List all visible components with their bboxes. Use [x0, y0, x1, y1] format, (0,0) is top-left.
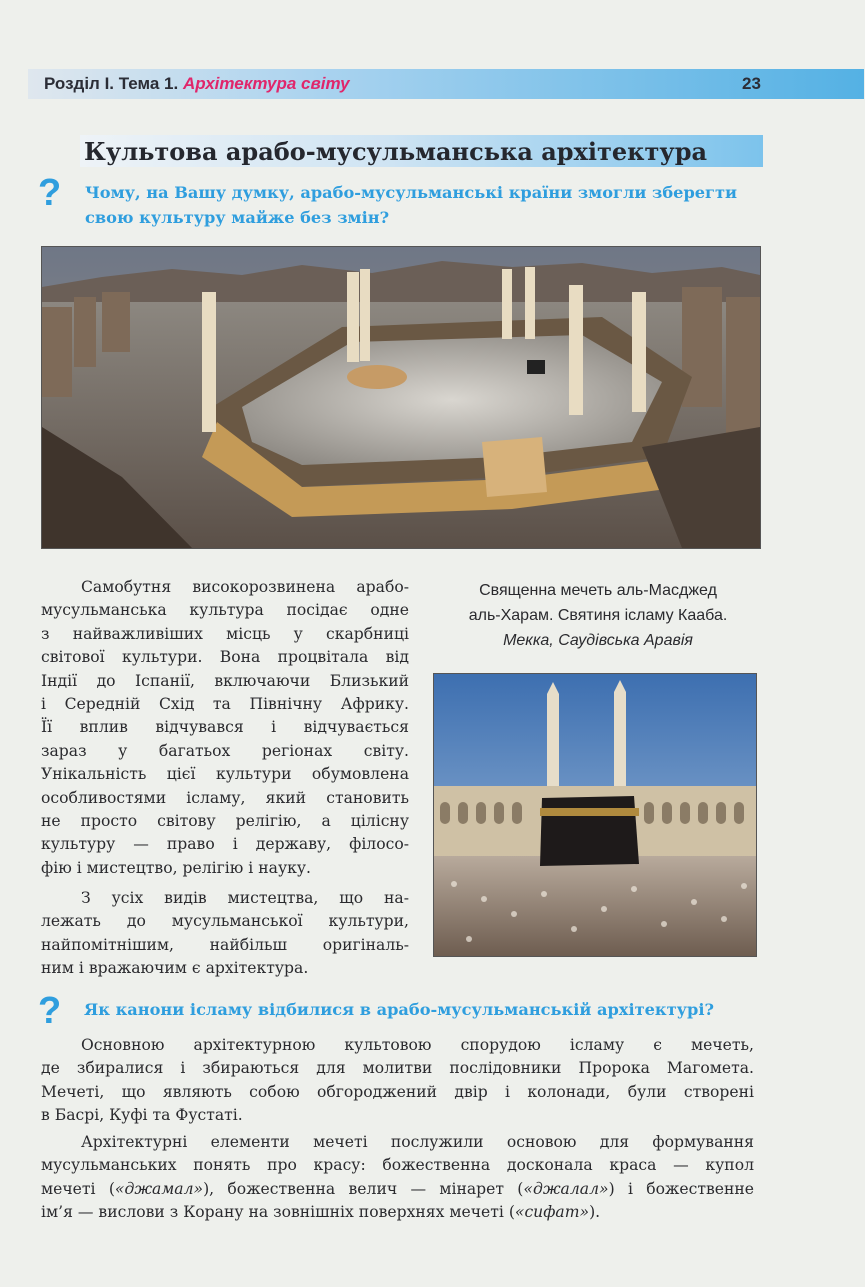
- caption-location: Мекка, Саудівська Аравія: [503, 632, 693, 649]
- masjid-al-haram-illustration: [42, 247, 760, 548]
- term-jamal: «джамал»: [114, 1179, 204, 1198]
- text-line: ним і вражаючим є архітектура.: [41, 959, 309, 978]
- paragraph-2: [41, 887, 409, 981]
- text-line: Основною архітектурною культовою спорудою ісламу є мечеть,: [81, 1036, 754, 1054]
- text-line: в Басрі, Куфі та Фустаті.: [41, 1106, 243, 1125]
- paragraph-1: [41, 576, 409, 880]
- question-1-line: свою культуру майже без змін?: [85, 208, 390, 227]
- paragraph-3: [41, 1034, 754, 1128]
- text-line: мусульманська культура посідає одне: [41, 601, 409, 620]
- text-line: Самобутня високорозвинена арабо-: [81, 578, 409, 596]
- text-line: Індії до Іспанії, включаючи Близький: [41, 671, 409, 690]
- text-line: [41, 1201, 754, 1224]
- photo-caption: [433, 578, 763, 653]
- text-segment: мечеті (: [41, 1179, 115, 1198]
- text-line: і Середній Схід та Північну Африку.: [41, 695, 409, 714]
- text-line: Мечеті, що являють собою обгороджений двір і колонади, були створені: [41, 1082, 754, 1101]
- running-header: [44, 74, 350, 94]
- term-jalal: «джалал»: [523, 1179, 609, 1198]
- text-line: Архітектурні елементи мечеті послужили основою для формування: [81, 1133, 754, 1151]
- question-mark-icon: ?: [38, 990, 62, 1032]
- text-line: лежать до мусульманської культури,: [41, 912, 409, 931]
- text-line: Її вплив відчувався і відчувається: [41, 718, 409, 737]
- text-line: [41, 1178, 754, 1201]
- text-segment: ).: [589, 1203, 601, 1222]
- question-mark-icon: ?: [38, 172, 62, 214]
- text-line: мусульманських понять про красу: божественна досконала краса — купол: [41, 1156, 754, 1175]
- caption-line: аль-Харам. Святиня ісламу Кааба.: [468, 607, 728, 624]
- text-line: не просто світову релігію, а цілісну: [41, 812, 409, 831]
- text-segment: ), божественна велич — мінарет (: [203, 1179, 524, 1198]
- text-line: зараз у багатьох регіонах світу.: [41, 741, 409, 760]
- text-line: З усіх видів мистецтва, що на-: [81, 889, 409, 907]
- text-line: особливостями ісламу, який становить: [41, 788, 409, 807]
- page-number: 23: [742, 74, 761, 93]
- caption-line: Священна мечеть аль-Масджед: [479, 582, 717, 599]
- kaaba-illustration: [434, 674, 756, 956]
- text-line: де збиралися і збираються для молитви послідовники Пророка Магомета.: [41, 1059, 754, 1078]
- kaaba-photo: [433, 673, 757, 957]
- text-line: світової культури. Вона процвітала від: [41, 648, 409, 667]
- text-line: культуру — право і державу, філосо-: [41, 835, 409, 854]
- header-part: Розділ І. Тема 1.: [44, 74, 179, 93]
- paragraph-4: [41, 1131, 754, 1225]
- text-line: Унікальність цієї культури обумовлена: [41, 765, 409, 784]
- question-2: Як канони ісламу відбилися в арабо-мусульманській архітектурі?: [84, 1000, 714, 1019]
- text-line: фію і мистецтво, релігію і науку.: [41, 858, 311, 877]
- text-segment: ім’я — вислови з Корану на зовнішніх поверхнях мечеті (: [41, 1203, 515, 1222]
- term-sifat: «сифат»: [514, 1203, 590, 1222]
- text-segment: ) і божественне: [608, 1179, 754, 1198]
- section-title: Культова арабо-мусульманська архітектура: [84, 137, 708, 166]
- text-line: найпомітнішим, найбільш оригіналь-: [41, 935, 409, 954]
- question-1: [85, 180, 737, 230]
- question-1-line: Чому, на Вашу думку, арабо-мусульманські країни змогли зберегти: [85, 183, 738, 202]
- text-line: з найважливіших місць у скарбниці: [41, 624, 409, 643]
- header-topic: Архітектура світу: [182, 74, 350, 93]
- masjid-al-haram-photo: [41, 246, 761, 549]
